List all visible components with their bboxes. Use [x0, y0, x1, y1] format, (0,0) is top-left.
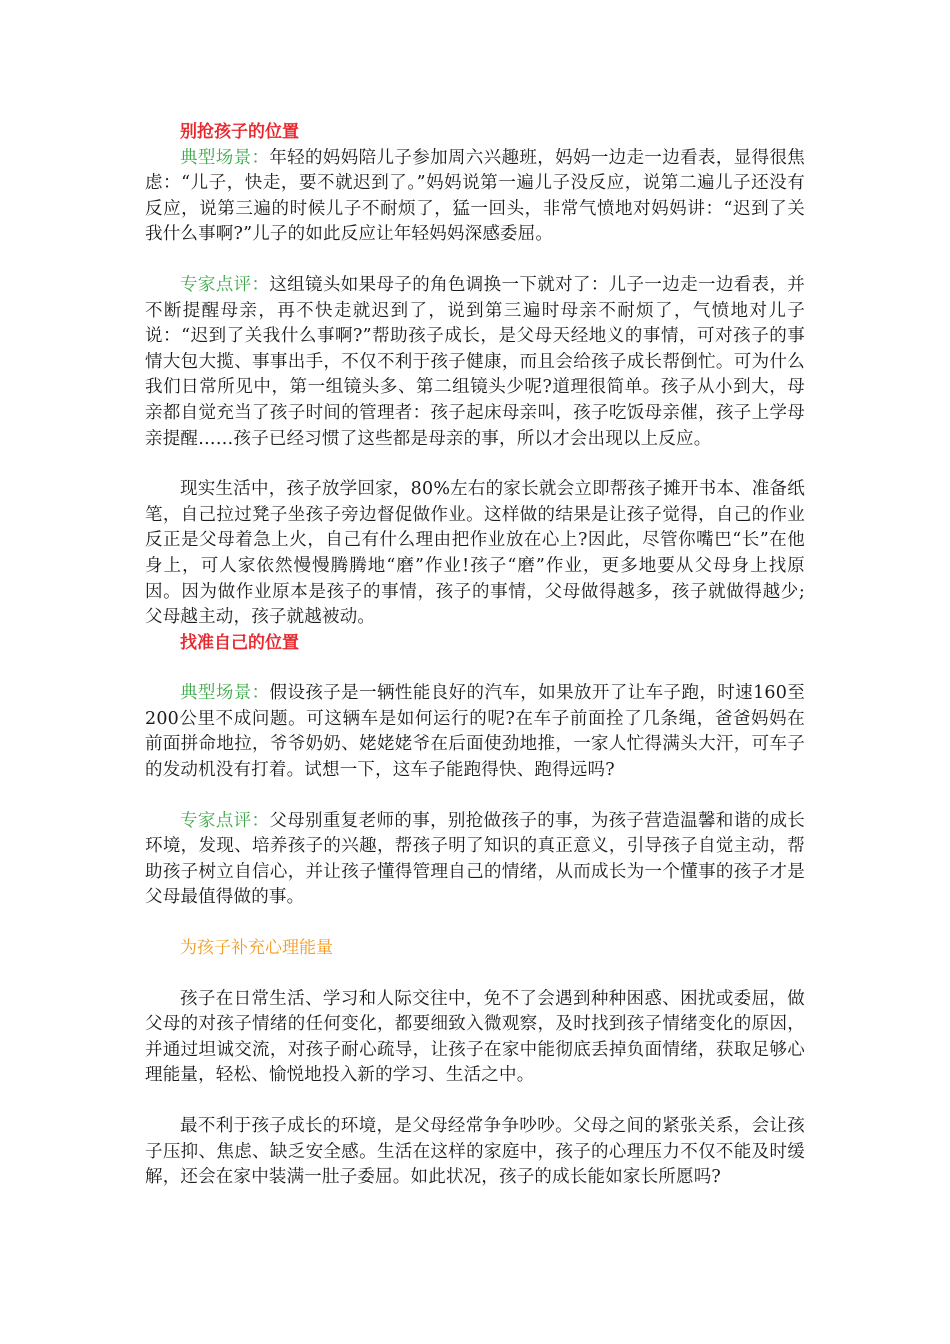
scene-label: 典型场景： — [180, 147, 270, 168]
scene-text: 年轻的妈妈陪儿子参加周六兴趣班，妈妈一边走一边看表，显得很焦虑：“儿子，快走，要不就迟到了。”妈妈说第一遍儿子没反应，说第二遍儿子还没有反应，说第三遍的时候儿子不耐烦了，猛一回头，非常气愤地对妈妈讲：“迟到了关我什么事啊?”儿子的如此反应让年轻妈妈深感委屈。 — [145, 147, 806, 245]
section-heading-2: 找准自己的位置 — [180, 632, 299, 653]
document-page — [145, 120, 805, 1191]
section-heading-1: 别抢孩子的位置 — [180, 122, 299, 142]
body-paragraph-energy: 孩子在日常生活、学习和人际交往中，免不了会遇到种种困惑、困扰或委屈，做父母的对孩子情绪的任何变化，都要细致入微观察，及时找到孩子情绪变化的原因，并通过坦诚交流，对孩子耐心疏导，让孩子在家中能彻底丢掉负面情绪，获取足够心理能量，轻松、愉悦地投入新的学习、生活之中。 — [145, 988, 805, 1086]
scene-paragraph-2 — [145, 681, 805, 783]
expert-label: 专家点评： — [180, 810, 270, 831]
expert-paragraph-2 — [145, 809, 805, 911]
expert-label: 专家点评： — [180, 274, 270, 295]
section-heading-3: 为孩子补充心理能量 — [180, 938, 333, 959]
expert-text: 父母别重复老师的事，别抢做孩子的事，为孩子营造温馨和谐的成长环境，发现、培养孩子的兴趣，帮孩子明了知识的真正意义，引导孩子自觉主动，帮助孩子树立自信心，并让孩子懂得管理自己的情绪，从而成长为一个懂事的孩子才是父母最值得做的事。 — [145, 810, 806, 908]
expert-paragraph-1 — [145, 273, 805, 452]
body-paragraph-conflict: 最不利于孩子成长的环境，是父母经常争争吵吵。父母之间的紧张关系，会让孩子压抑、焦虑、缺乏安全感。生活在这样的家庭中，孩子的心理压力不仅不能及时缓解，还会在家中装满一肚子委屈。如此状况，孩子的成长能如家长所愿吗? — [145, 1116, 805, 1188]
scene-paragraph-1 — [145, 146, 805, 248]
body-paragraph-homework: 现实生活中，孩子放学回家，80%左右的家长就会立即帮孩子摊开书本、准备纸笔，自己拉过凳子坐孩子旁边督促做作业。这样做的结果是让孩子觉得，自己的作业反正是父母着急上火，自己有什么理由把作业放在心上?因此，尽管你嘴巴“长”在他身上，可人家依然慢慢腾腾地“磨”作业!孩子“磨”作业，更多地要从父母身上找原因。因为做作业原本是孩子的事情，孩子的事情，父母做得越多，孩子就做得越少;父母越主动，孩子就越被动。 — [145, 479, 805, 628]
scene-text: 假设孩子是一辆性能良好的汽车，如果放开了让车子跑，时速160至200公里不成问题。可这辆车是如何运行的呢?在车子前面拴了几条绳，爸爸妈妈在前面拼命地拉，爷爷奶奶、姥姥姥爷在后面使劲地推，一家人忙得满头大汗，可车子的发动机没有打着。试想一下，这车子能跑得快、跑得远吗? — [145, 683, 805, 781]
scene-label: 典型场景： — [180, 683, 270, 704]
expert-text: 这组镜头如果母子的角色调换一下就对了：儿子一边走一边看表，并不断提醒母亲，再不快走就迟到了，说到第三遍时母亲不耐烦了，气愤地对儿子说：“迟到了关我什么事啊?”帮助孩子成长，是父母天经地义的事情，可对孩子的事情大包大揽、事事出手，不仅不利于孩子健康，而且会给孩子成长帮倒忙。可为什么我们日常所见中，第一组镜头多、第二组镜头少呢?道理很简单。孩子从小到大，母亲都自觉充当了孩子时间的管理者：孩子起床母亲叫，孩子吃饭母亲催，孩子上学母亲提醒……孩子已经习惯了这些都是母亲的事，所以才会出现以上反应。 — [145, 274, 806, 449]
